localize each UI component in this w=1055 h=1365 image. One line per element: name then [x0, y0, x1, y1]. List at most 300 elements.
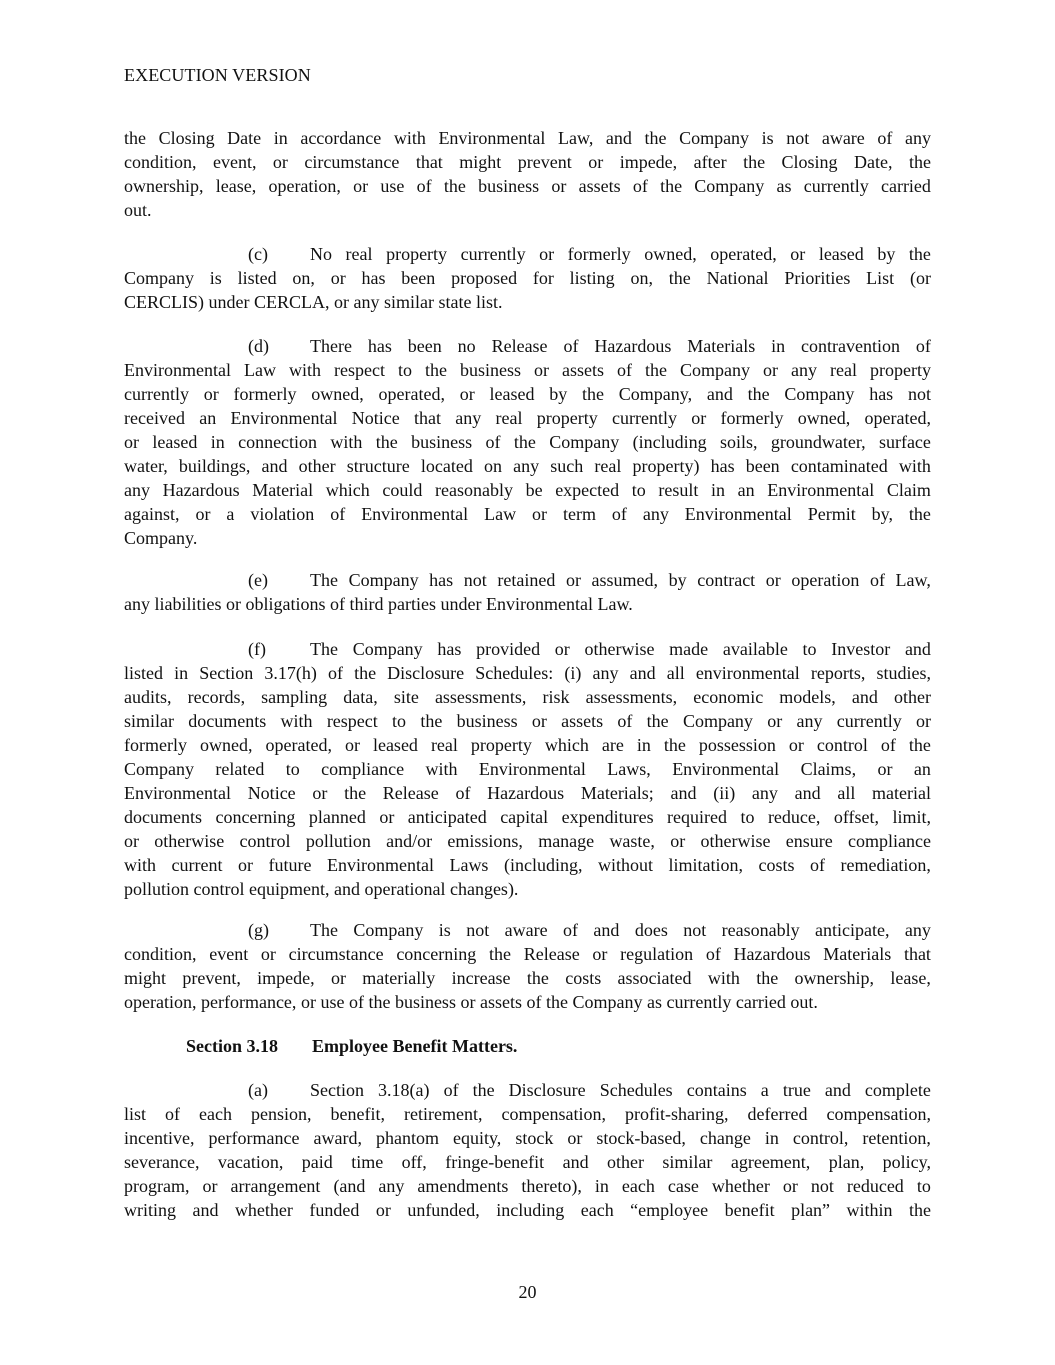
word: CERCLA,	[254, 292, 330, 312]
word: ownership,	[124, 176, 204, 196]
word: of	[330, 504, 346, 524]
word: Environmental	[124, 360, 231, 380]
word: structure	[346, 456, 410, 476]
word: economic	[693, 687, 764, 707]
word: or	[353, 176, 369, 196]
word: such	[550, 456, 584, 476]
word: amendments	[417, 1176, 509, 1196]
word: state	[438, 292, 472, 312]
word: does	[634, 920, 668, 940]
word: Company	[124, 759, 194, 779]
word: all	[837, 783, 856, 803]
word: Law,	[558, 128, 594, 148]
word: arrangement	[230, 1176, 321, 1196]
word: thereto),	[521, 1176, 582, 1196]
word: is	[761, 128, 774, 148]
word: Company,	[618, 384, 693, 404]
word: the	[644, 360, 667, 380]
word: of	[563, 920, 579, 940]
word: offset,	[833, 807, 880, 827]
word: of	[809, 855, 825, 875]
paragraph-line	[124, 334, 931, 358]
word: any	[642, 504, 669, 524]
word: real	[430, 735, 458, 755]
word: as	[646, 992, 662, 1012]
word: any	[592, 663, 619, 683]
word: stock-based,	[596, 1128, 686, 1148]
word: out.	[124, 200, 152, 220]
word: ensure	[785, 831, 833, 851]
word: risk	[542, 687, 570, 707]
word: Release	[382, 783, 439, 803]
word: “employee	[630, 1200, 709, 1220]
word: Materials	[687, 336, 756, 356]
word: to	[392, 711, 407, 731]
paragraph-line	[124, 358, 931, 382]
word: the	[526, 968, 549, 988]
word: circumstance	[288, 944, 384, 964]
word: of	[880, 735, 896, 755]
word: or	[330, 968, 346, 988]
word: of	[330, 594, 345, 614]
word: in	[764, 1128, 779, 1148]
word: leased	[372, 735, 418, 755]
word: or	[588, 152, 604, 172]
word: Environmental	[361, 504, 469, 524]
word: Notice	[247, 783, 296, 803]
word: or	[300, 992, 316, 1012]
word: and	[334, 879, 360, 899]
word: to	[397, 360, 412, 380]
word: phantom	[375, 1128, 439, 1148]
word: current	[171, 855, 223, 875]
word: to	[740, 807, 755, 827]
word: Environmental	[326, 855, 434, 875]
word: out.	[790, 992, 818, 1012]
paragraph-line	[124, 942, 931, 966]
word: of	[616, 360, 632, 380]
word: National	[706, 268, 769, 288]
word: currently	[460, 244, 526, 264]
paragraph-line	[124, 733, 931, 757]
word: listing	[569, 268, 615, 288]
paragraph-line	[124, 781, 931, 805]
word: otherwise	[154, 831, 225, 851]
word: expected	[555, 480, 620, 500]
word: compliance	[848, 831, 931, 851]
word: and	[851, 687, 878, 707]
word: reduced	[846, 1176, 904, 1196]
word: on,	[630, 268, 653, 288]
word: costs	[758, 855, 795, 875]
word: policy,	[882, 1152, 931, 1172]
word: or	[551, 176, 567, 196]
word: Material	[252, 480, 314, 500]
word: benefit	[724, 1200, 775, 1220]
word: and	[605, 128, 632, 148]
word: the	[420, 711, 443, 731]
word: and	[706, 384, 733, 404]
paragraph-line	[124, 829, 931, 853]
word: limit,	[892, 807, 931, 827]
word: of	[877, 128, 893, 148]
paragraph-line	[124, 757, 931, 781]
word: Company	[784, 384, 855, 404]
word: Materials;	[580, 783, 654, 803]
word: event,	[212, 152, 257, 172]
word: business	[411, 432, 473, 452]
word: incentive,	[124, 1128, 195, 1148]
word: of	[611, 504, 627, 524]
paragraph-a	[124, 1078, 931, 1222]
word: result	[658, 480, 699, 500]
word: has	[710, 456, 735, 476]
word: business	[478, 176, 540, 196]
word: the	[908, 244, 931, 264]
paragraph-line	[124, 430, 931, 454]
word: similar	[662, 1152, 713, 1172]
word: each	[621, 1176, 655, 1196]
word: connection	[238, 432, 318, 452]
word: or	[124, 831, 139, 851]
word: property)	[632, 456, 700, 476]
word: audits,	[124, 687, 172, 707]
word: owned,	[644, 244, 697, 264]
word: Section	[310, 1080, 364, 1100]
word: without	[597, 855, 653, 875]
word: No	[310, 244, 332, 264]
word: the	[909, 1200, 931, 1220]
word: Materials	[823, 944, 892, 964]
paragraph-line	[124, 805, 931, 829]
paragraph-line	[124, 526, 931, 550]
word: prevent,	[182, 968, 241, 988]
word: and	[824, 1080, 851, 1100]
word: (including,	[503, 855, 583, 875]
word: Environmental	[230, 408, 338, 428]
word: Environmental	[438, 128, 546, 148]
word: or	[272, 152, 288, 172]
word: any	[790, 360, 817, 380]
word: CERCLIS)	[124, 292, 205, 312]
word: whether	[711, 1176, 770, 1196]
word: with	[898, 456, 931, 476]
word: true	[782, 1080, 811, 1100]
word: and	[192, 1200, 219, 1220]
word: leased	[152, 432, 198, 452]
paragraph-f	[124, 637, 931, 901]
word: any	[378, 1176, 405, 1196]
word: or	[379, 807, 395, 827]
paragraph-line	[124, 877, 931, 901]
word: formerly	[124, 735, 187, 755]
word: a	[226, 504, 235, 524]
word: changes).	[449, 879, 519, 899]
word: property	[386, 244, 448, 264]
word: currently	[803, 176, 869, 196]
word: retention,	[862, 1128, 931, 1148]
word: the	[646, 711, 669, 731]
word: might	[459, 152, 502, 172]
word: impede,	[257, 968, 315, 988]
word: reasonably	[435, 480, 513, 500]
word: records,	[187, 687, 246, 707]
word: reduce,	[767, 807, 821, 827]
word: equity,	[452, 1128, 502, 1148]
word: (including	[632, 432, 707, 452]
word: Section	[199, 663, 254, 683]
word: and	[904, 639, 931, 659]
word: be	[525, 480, 543, 500]
word: environmental	[695, 663, 800, 683]
word: Law	[484, 504, 517, 524]
word: of	[455, 783, 471, 803]
word: property	[470, 735, 532, 755]
word: operation	[791, 570, 860, 590]
word: operation,	[124, 992, 197, 1012]
word: assets	[561, 360, 604, 380]
word: manage	[538, 831, 595, 851]
word: List	[866, 268, 895, 288]
word: and	[261, 456, 288, 476]
word: Schedules:	[475, 663, 554, 683]
word: a	[760, 1080, 769, 1100]
paragraph-label: (d)	[248, 336, 269, 356]
paragraph-line	[124, 1150, 931, 1174]
word: Release	[491, 336, 548, 356]
word: whether	[234, 1200, 293, 1220]
word: has	[869, 384, 894, 404]
word: with	[425, 759, 458, 779]
word: contract	[697, 570, 756, 590]
word: of	[869, 570, 885, 590]
word: under	[208, 292, 250, 312]
word: by	[549, 384, 568, 404]
paragraph-c	[124, 242, 931, 314]
word: of	[485, 432, 501, 452]
word: on,	[292, 268, 315, 288]
word: Date	[227, 128, 262, 148]
word: to	[916, 1176, 931, 1196]
word: any	[751, 783, 778, 803]
word: formerly	[720, 408, 784, 428]
word: and	[593, 920, 620, 940]
word: any	[124, 480, 150, 500]
word: The	[310, 570, 338, 590]
word: limitation,	[668, 855, 743, 875]
word: There	[310, 336, 352, 356]
word: change	[699, 1128, 751, 1148]
word: Investor	[831, 639, 891, 659]
word: or	[260, 944, 276, 964]
paragraph-line	[124, 382, 931, 406]
word: event	[209, 944, 249, 964]
word: the	[472, 1080, 495, 1100]
paragraph-label: (e)	[248, 570, 268, 590]
document-header: EXECUTION VERSION	[124, 65, 311, 85]
word: groundwater,	[770, 432, 866, 452]
paragraph-line	[124, 502, 931, 526]
word: contains	[686, 1080, 747, 1100]
word: the	[354, 663, 377, 683]
word: contaminated	[790, 456, 888, 476]
word: under	[440, 594, 482, 614]
word: pollution	[124, 879, 190, 899]
word: that	[415, 152, 443, 172]
word: of	[563, 336, 579, 356]
paragraph-line	[124, 661, 931, 685]
word: assets	[578, 176, 621, 196]
paragraph-line	[124, 454, 931, 478]
word: Disclosure	[387, 663, 465, 683]
paragraph-line	[124, 150, 931, 174]
paragraph-line	[124, 266, 931, 290]
word: lease,	[890, 968, 931, 988]
word: against,	[124, 504, 180, 524]
word: similar	[384, 292, 435, 312]
word: assumed,	[591, 570, 659, 590]
word: Environmental	[124, 783, 231, 803]
word: Hazardous	[733, 944, 811, 964]
word: other	[607, 1152, 644, 1172]
word: costs	[565, 968, 602, 988]
word: Law,	[895, 570, 931, 590]
word: data,	[343, 687, 378, 707]
word: within	[846, 1200, 893, 1220]
word: time	[351, 1152, 384, 1172]
word: severance,	[124, 1152, 200, 1172]
word: Company	[679, 360, 750, 380]
word: the	[756, 968, 779, 988]
word: third	[349, 594, 384, 614]
word: property	[869, 360, 931, 380]
word: of	[443, 1080, 459, 1100]
word: assets	[561, 711, 604, 731]
word: Closing	[158, 128, 215, 148]
word: list.	[476, 292, 503, 312]
word: and	[629, 663, 656, 683]
word: or	[539, 244, 555, 264]
word: or	[565, 570, 581, 590]
word: the	[513, 432, 536, 452]
word: Environmental	[672, 759, 780, 779]
word: condition,	[124, 944, 197, 964]
word: the	[743, 152, 766, 172]
word: obligations	[245, 594, 326, 614]
word: water,	[124, 456, 168, 476]
word: writing	[124, 1200, 176, 1220]
word: owned,	[311, 384, 364, 404]
word: Company.	[124, 528, 198, 548]
word: or	[592, 944, 608, 964]
word: Priorities	[784, 268, 851, 288]
word: (ii)	[713, 783, 736, 803]
word: compliance	[321, 759, 405, 779]
word: Company	[572, 992, 643, 1012]
word: reasonably	[721, 920, 800, 940]
word: possession	[698, 735, 776, 755]
word: of	[348, 992, 364, 1012]
word: control	[816, 735, 868, 755]
word: or	[670, 831, 686, 851]
word: has	[361, 268, 386, 288]
word: the	[489, 944, 511, 964]
word: (i)	[564, 663, 582, 683]
word: buildings,	[178, 456, 251, 476]
word: and/or	[386, 831, 433, 851]
word: unfunded,	[407, 1200, 480, 1220]
word: control	[193, 879, 245, 899]
word: future	[268, 855, 312, 875]
word: or	[790, 244, 806, 264]
paragraph-line	[124, 174, 931, 198]
word: an	[737, 480, 755, 500]
word: or	[226, 594, 241, 614]
word: fringe-benefit	[445, 1152, 545, 1172]
word: Schedules	[599, 1080, 673, 1100]
word: real	[495, 408, 523, 428]
word: the	[908, 504, 931, 524]
paragraph-line	[124, 406, 931, 430]
word: Company	[694, 176, 765, 196]
word: operated,	[378, 384, 445, 404]
word: with	[330, 432, 363, 452]
word: not	[683, 920, 707, 940]
word: or	[459, 384, 475, 404]
word: received	[124, 408, 185, 428]
word: Law.	[597, 594, 633, 614]
word: which	[325, 480, 370, 500]
word: or	[375, 1200, 391, 1220]
word: leased	[818, 244, 864, 264]
paragraph-line	[124, 637, 931, 661]
word: business	[459, 360, 521, 380]
word: documents	[188, 711, 267, 731]
word: program,	[124, 1176, 190, 1196]
word: business	[456, 711, 518, 731]
word: in	[273, 128, 288, 148]
word: an	[913, 759, 931, 779]
word: capital	[500, 807, 549, 827]
word: anticipate,	[815, 920, 890, 940]
word: any	[904, 128, 931, 148]
word: of	[165, 1104, 181, 1124]
word: (or	[909, 268, 931, 288]
word: real	[829, 360, 857, 380]
word: Company	[682, 711, 753, 731]
word: respect	[326, 711, 378, 731]
word: with	[393, 128, 426, 148]
word: or	[312, 783, 328, 803]
word: compensation,	[501, 1104, 607, 1124]
word: or	[567, 1128, 583, 1148]
word: the	[344, 783, 367, 803]
word: to	[285, 759, 300, 779]
word: surface	[878, 432, 931, 452]
paragraph-label: (f)	[248, 639, 266, 659]
word: waste,	[609, 831, 655, 851]
word: aware	[821, 128, 865, 148]
word: currently	[666, 992, 732, 1012]
word: the	[747, 384, 770, 404]
word: material	[872, 783, 931, 803]
word: increase	[451, 968, 511, 988]
word: operated,	[864, 408, 931, 428]
word: operation,	[268, 176, 341, 196]
word: by,	[871, 504, 893, 524]
word: which	[544, 735, 589, 755]
word: required	[667, 807, 728, 827]
